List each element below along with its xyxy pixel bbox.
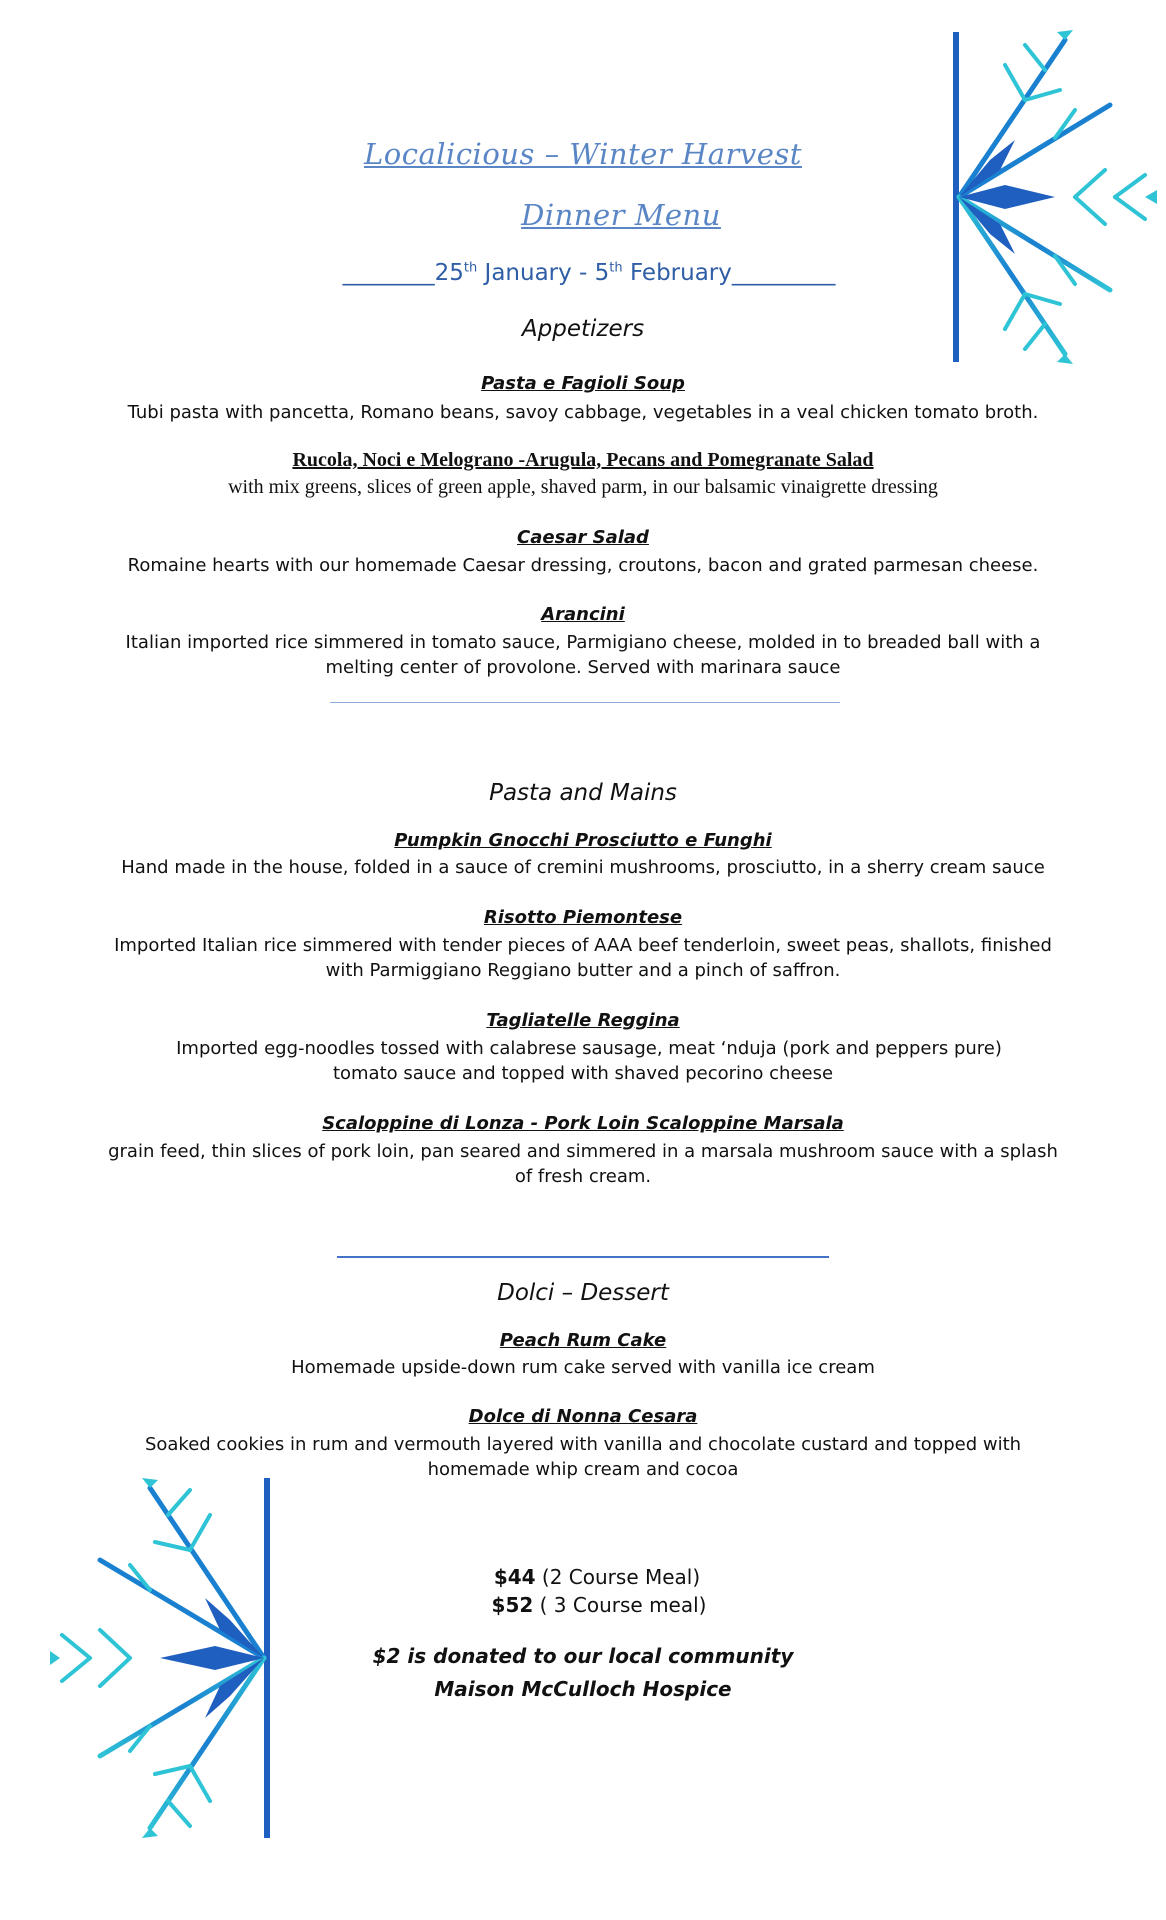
section-heading-mains: Pasta and Mains	[489, 780, 677, 806]
menu-item-desc: with Parmiggiano Reggiano butter and a pinch of saffron.	[325, 960, 841, 981]
menu-item-desc: Imported Italian rice simmered with tender pieces of AAA beef tenderloin, sweet peas, shallots, finished	[114, 935, 1052, 956]
menu-item-desc: Italian imported rice simmered in tomato sauce, Parmigiano cheese, molded in to breaded ball with a	[125, 632, 1041, 653]
menu-item-name: Pumpkin Gnocchi Prosciutto e Funghi	[394, 830, 772, 851]
menu-item-name: Peach Rum Cake	[499, 1330, 667, 1351]
menu-item-desc: grain feed, thin slices of pork loin, pan seared and simmered in a marsala mushroom sauce with a splash	[108, 1141, 1058, 1162]
menu-item-name: Rucola, Noci e Melograno -Arugula, Pecans and Pomegranate Salad	[292, 449, 874, 471]
menu-item-desc: homemade whip cream and cocoa	[427, 1459, 739, 1480]
menu-item-desc: of fresh cream.	[514, 1166, 652, 1187]
menu-title: Localicious – Winter Harvest	[364, 137, 802, 171]
section-divider	[330, 702, 840, 703]
price-two-course: $44 (2 Course Meal)	[493, 1565, 701, 1589]
menu-item-desc: Romaine hearts with our homemade Caesar dressing, croutons, bacon and grated parmesan cheese.	[127, 555, 1039, 576]
menu-item-name: Arancini	[541, 604, 625, 625]
donation-note: $2 is donated to our local community	[372, 1644, 794, 1668]
menu-item-desc: with mix greens, slices of green apple, shaved parm, in our balsamic vinaigrette dressing	[228, 476, 938, 498]
menu-item-name: Risotto Piemontese	[483, 907, 683, 928]
menu-item-name: Scaloppine di Lonza - Pork Loin Scaloppine Marsala	[322, 1113, 844, 1134]
section-divider	[337, 1256, 829, 1258]
menu-item-desc: Tubi pasta with pancetta, Romano beans, savoy cabbage, vegetables in a veal chicken tomato broth.	[127, 402, 1039, 423]
menu-item-desc: tomato sauce and topped with shaved pecorino cheese	[332, 1063, 834, 1084]
menu-item-name: Dolce di Nonna Cesara	[468, 1406, 698, 1427]
menu-item-desc: Soaked cookies in rum and vermouth layered with vanilla and chocolate custard and topped with	[144, 1434, 1022, 1455]
menu-subtitle: Dinner Menu	[521, 198, 721, 232]
menu-dates: ________25th January - 5th February_________	[342, 260, 836, 286]
section-heading-appetizers: Appetizers	[521, 316, 645, 342]
menu-item-desc: Imported egg-noodles tossed with calabrese sausage, meat ‘nduja (pork and peppers pure)	[176, 1038, 1002, 1059]
menu-item-name: Pasta e Fagioli Soup	[481, 373, 685, 394]
menu-item-desc: Homemade upside-down rum cake served with vanilla ice cream	[291, 1357, 875, 1378]
menu-item-name: Tagliatelle Reggina	[486, 1010, 680, 1031]
menu-item-desc: melting center of provolone. Served with marinara sauce	[325, 657, 841, 678]
price-three-course: $52 ( 3 Course meal)	[491, 1593, 707, 1617]
menu-item-desc: Hand made in the house, folded in a sauce of cremini mushrooms, prosciutto, in a sherry cream sauce	[121, 857, 1045, 878]
donation-recipient: Maison McCulloch Hospice	[434, 1677, 732, 1701]
section-heading-dessert: Dolci – Dessert	[497, 1280, 669, 1306]
menu-item-name: Caesar Salad	[517, 527, 649, 548]
